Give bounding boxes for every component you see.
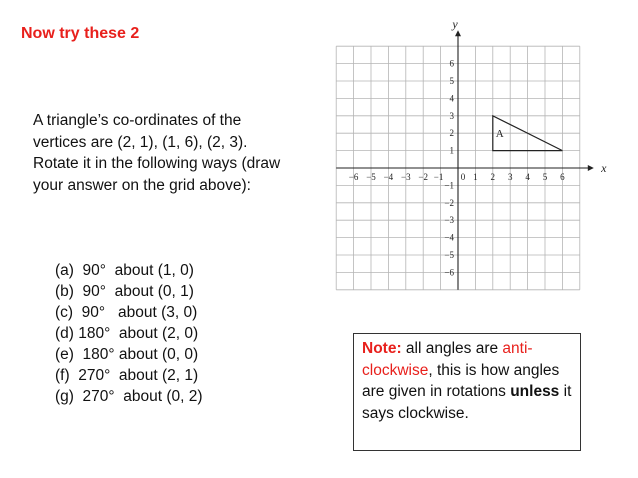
- y-tick-label: −1: [444, 180, 454, 191]
- task-item: (e) 180° about (0, 0): [55, 346, 199, 363]
- x-tick-label: 1: [473, 172, 478, 182]
- note-unless: unless: [510, 383, 560, 400]
- note-text: , this is how angles are given in rotations: [362, 361, 560, 400]
- y-tick-label: 6: [449, 58, 454, 69]
- y-tick-label: 4: [449, 93, 454, 104]
- note-text: it says clockwise.: [362, 383, 572, 422]
- slide-title: Now try these 2: [21, 25, 140, 42]
- y-tick-label: −3: [444, 215, 454, 226]
- note-text: all angles are: [401, 340, 503, 357]
- y-tick-label: 1: [449, 145, 454, 156]
- x-tick-label: −3: [401, 172, 411, 182]
- task-item: (g) 270° about (0, 2): [55, 388, 203, 405]
- x-tick-label: −2: [418, 172, 428, 182]
- x-tick-label: −5: [366, 172, 376, 182]
- task-item: (c) 90° about (3, 0): [55, 304, 198, 321]
- x-tick-label: 5: [542, 172, 548, 182]
- intro-line: your answer on the grid above):: [33, 176, 251, 194]
- x-tick-label: −4: [383, 172, 394, 182]
- intro-line: vertices are (2, 1), (1, 6), (2, 3).: [33, 133, 248, 151]
- intro-line: Rotate it in the following ways (draw: [33, 155, 281, 172]
- y-tick-label: 5: [449, 76, 454, 86]
- task-item: (d) 180° about (2, 0): [55, 325, 199, 342]
- task-item: (a) 90° about (1, 0): [55, 262, 194, 279]
- x-tick-label: 6: [560, 172, 565, 182]
- x-tick-label: 3: [507, 172, 513, 182]
- task-item: (b) 90° about (0, 1): [55, 283, 194, 300]
- x-tick-label: 0: [460, 172, 466, 182]
- note-lead: Note:: [362, 340, 402, 357]
- task-item: (f) 270° about (2, 1): [55, 367, 199, 384]
- x-axis-label: x: [601, 161, 607, 175]
- y-tick-label: 3: [449, 110, 454, 121]
- x-tick-label: 2: [490, 172, 496, 182]
- y-tick-label: −6: [444, 267, 454, 278]
- y-tick-label: −5: [444, 250, 454, 260]
- x-tick-label: 4: [525, 172, 530, 182]
- y-tick-label: −4: [444, 232, 454, 243]
- x-tick-label: −6: [348, 172, 359, 182]
- note-anticlockwise: anti-clockwise: [362, 340, 533, 379]
- intro-line: A triangle’s co-ordinates of the: [33, 112, 242, 129]
- triangle-label: A: [495, 128, 504, 141]
- x-axis-arrow: [588, 165, 594, 171]
- y-tick-label: 2: [449, 128, 454, 139]
- y-axis-label: y: [452, 17, 458, 32]
- y-tick-label: −2: [444, 197, 454, 208]
- x-tick-label: −1: [433, 172, 444, 182]
